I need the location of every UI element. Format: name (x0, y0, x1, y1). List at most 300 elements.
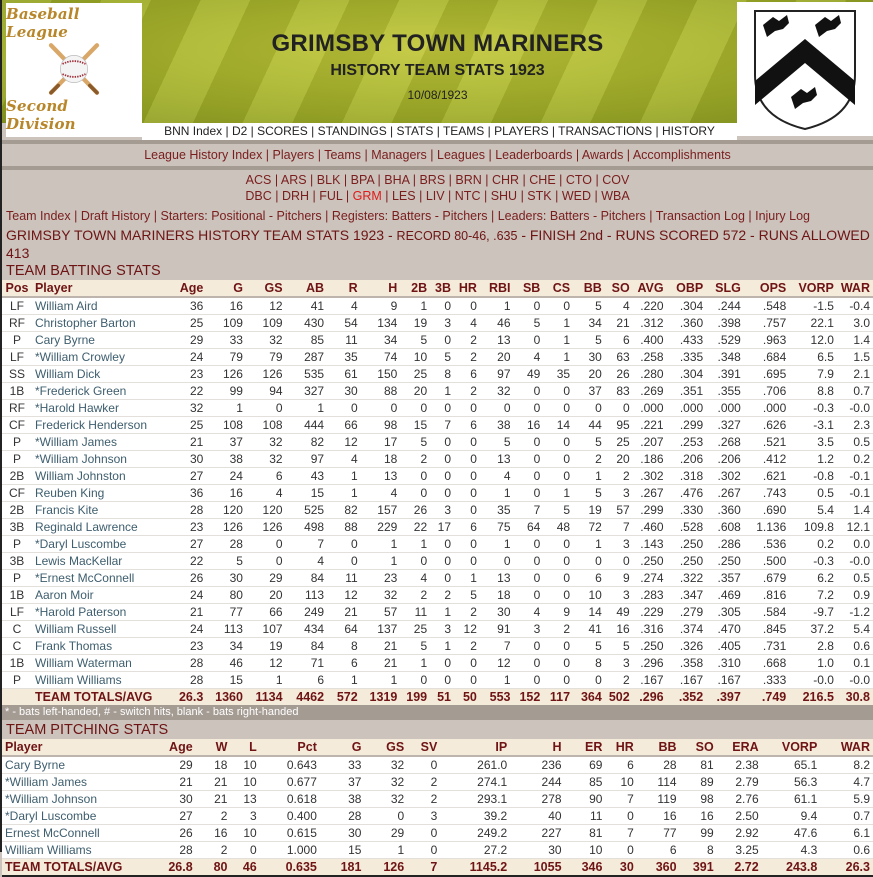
cell-age: 23 (169, 518, 207, 535)
player-name-link[interactable]: *Daryl Luscombe (2, 807, 156, 824)
cell-pos: CF (2, 416, 32, 433)
player-name-link[interactable]: *Frederick Green (32, 382, 169, 399)
cell-obp: .358 (667, 654, 707, 671)
player-name-link[interactable]: Reuben King (32, 484, 169, 501)
player-name-link[interactable]: William Aird (32, 297, 169, 314)
cell-sb: 0 (514, 671, 544, 688)
cell-gs: 32 (246, 331, 286, 348)
column-header-obp[interactable]: OBP (667, 280, 707, 297)
cell-slg: .391 (706, 365, 744, 382)
cell-vorp: 0.2 (789, 535, 837, 552)
cell-ab: 287 (286, 348, 328, 365)
cell-sv: 2 (407, 790, 440, 807)
column-header-hr[interactable]: HR (605, 739, 636, 756)
cell-hr: 0 (454, 450, 480, 467)
column-header-hr[interactable]: HR (454, 280, 480, 297)
subnav-injury-log[interactable]: Injury Log (755, 209, 811, 223)
top-nav-teams[interactable]: TEAMS (442, 124, 485, 138)
top-nav-history[interactable]: HISTORY (661, 124, 715, 138)
cell-sb: 7 (514, 501, 544, 518)
history-nav-league-history-index[interactable]: League History Index (144, 148, 263, 162)
column-header-vorp[interactable]: VORP (789, 280, 837, 297)
history-nav-teams[interactable]: Teams (324, 148, 362, 162)
cell-cs: 2 (543, 620, 573, 637)
cell-avg: .296 (633, 688, 667, 705)
cell-rbi: 13 (480, 331, 514, 348)
cell-ops: .621 (744, 467, 789, 484)
cell-ops: .749 (744, 688, 789, 705)
cell-slg: .529 (706, 331, 744, 348)
cell-l: 10 (230, 756, 259, 773)
cell-war: -0.0 (837, 552, 873, 569)
column-header-w[interactable]: W (196, 739, 231, 756)
column-header-ab[interactable]: AB (286, 280, 328, 297)
cell-h: 278 (510, 790, 564, 807)
cell-obp: .304 (667, 365, 707, 382)
player-name-link[interactable]: William Williams (32, 671, 169, 688)
player-name-link[interactable]: Cary Byrne (2, 756, 156, 773)
cell-obp: .476 (667, 484, 707, 501)
cell-hr: 0 (454, 467, 480, 484)
pitching-section-title: TEAM PITCHING STATS (6, 722, 169, 738)
table-row (2, 433, 873, 450)
table-row (2, 552, 873, 569)
cell-vorp: 4.3 (762, 841, 821, 858)
column-header-cs[interactable]: CS (543, 280, 573, 297)
cell-ip: 39.2 (440, 807, 510, 824)
pitching-header-row (2, 739, 873, 756)
column-header-l[interactable]: L (230, 739, 259, 756)
cell-h: 30 (510, 841, 564, 858)
column-header-age[interactable]: Age (156, 739, 195, 756)
team-link-grm-active[interactable]: GRM (352, 188, 382, 203)
cell-hr: 4 (454, 314, 480, 331)
cell-er: 85 (565, 773, 606, 790)
cell-2b: 25 (400, 620, 430, 637)
team-link-chr[interactable]: CHR (491, 173, 520, 187)
column-header-h[interactable]: H (510, 739, 564, 756)
cell-h: 1319 (361, 688, 401, 705)
cell-hr: 2 (454, 637, 480, 654)
cell-pos: 2B (2, 467, 32, 484)
team-link-drh[interactable]: DRH (281, 188, 310, 203)
player-name-link[interactable]: *Harold Paterson (32, 603, 169, 620)
cell-so: 95 (605, 416, 633, 433)
column-header-war[interactable]: WAR (820, 739, 873, 756)
cell-vorp: 109.8 (789, 518, 837, 535)
player-name-link[interactable]: Lewis MacKellar (32, 552, 169, 569)
cell-avg: .258 (633, 348, 667, 365)
player-name-link[interactable]: *Ernest McConnell (32, 569, 169, 586)
cell-pos: SS (2, 365, 32, 382)
top-nav-d2[interactable]: D2 (231, 124, 248, 138)
column-header-age[interactable]: Age (169, 280, 207, 297)
column-header-pos[interactable]: Pos (2, 280, 32, 297)
column-header-war[interactable]: WAR (837, 280, 873, 297)
cell-age: 25 (169, 416, 207, 433)
table-row (2, 314, 873, 331)
player-name-link[interactable]: *William James (2, 773, 156, 790)
cell-slg: .405 (706, 637, 744, 654)
cell-avg: .296 (633, 654, 667, 671)
cell-obp: .352 (667, 688, 707, 705)
player-name-link[interactable]: William Russell (32, 620, 169, 637)
player-name-link[interactable]: Aaron Moir (32, 586, 169, 603)
column-header-gs[interactable]: GS (364, 739, 407, 756)
team-link-blk[interactable]: BLK (316, 173, 341, 187)
top-nav-players[interactable]: PLAYERS (494, 124, 549, 138)
totals-row (2, 858, 873, 875)
cell-3b: 0 (430, 484, 454, 501)
cell-so: 391 (680, 858, 717, 875)
team-link-acs[interactable]: ACS (245, 173, 272, 187)
cell-slg: .357 (706, 569, 744, 586)
subnav-starters-pitchers[interactable]: Pitchers (276, 209, 322, 223)
cell-era: 2.76 (717, 790, 762, 807)
cell-sb: 0 (514, 331, 544, 348)
cell-so: 3 (605, 654, 633, 671)
cell-war: 6.1 (820, 824, 873, 841)
cell-pos: P (2, 450, 32, 467)
cell-sb: 0 (514, 569, 544, 586)
cell-cs: 0 (543, 382, 573, 399)
cell-pos: P (2, 671, 32, 688)
cell-pos: LF (2, 603, 32, 620)
cell-hr: 0 (605, 807, 636, 824)
subnav-team-index[interactable]: Team Index (6, 209, 71, 223)
column-header-3b[interactable]: 3B (430, 280, 454, 297)
cell-g: 30 (320, 824, 365, 841)
table-row (2, 484, 873, 501)
team-link-les[interactable]: LES (391, 188, 416, 203)
cell-3b: 8 (430, 365, 454, 382)
column-header-ops[interactable]: OPS (744, 280, 789, 297)
cell-h: 18 (361, 450, 401, 467)
team-link-cov[interactable]: COV (602, 173, 630, 187)
cell-pct: 0.635 (260, 858, 320, 875)
cell-war: 0.9 (837, 586, 873, 603)
cell-g: 1 (206, 399, 246, 416)
player-name-link[interactable]: William Williams (2, 841, 156, 858)
cell-vorp: 6.5 (789, 348, 837, 365)
column-header-era[interactable]: ERA (717, 739, 762, 756)
team-link-dbc[interactable]: DBC (245, 188, 272, 203)
column-header-r[interactable]: R (327, 280, 361, 297)
cell-h: 34 (361, 331, 401, 348)
column-header-2b[interactable]: 2B (400, 280, 430, 297)
cell-rbi: 32 (480, 382, 514, 399)
column-header-g[interactable]: G (320, 739, 365, 756)
column-header-pct[interactable]: Pct (260, 739, 320, 756)
cell-rbi: 13 (480, 569, 514, 586)
totals-label: TEAM TOTALS/AVG (32, 688, 169, 705)
cell-bb: 0 (573, 399, 605, 416)
cell-g: 34 (206, 637, 246, 654)
cell-pos: C (2, 620, 32, 637)
cell-avg: .316 (633, 620, 667, 637)
cell-bb: 41 (573, 620, 605, 637)
cell-3b: 3 (430, 314, 454, 331)
cell-war: 4.7 (820, 773, 873, 790)
cell-pct: 1.000 (260, 841, 320, 858)
cell-hr: 6 (454, 365, 480, 382)
cell-war: 0.7 (837, 382, 873, 399)
player-name-link[interactable]: Frank Thomas (32, 637, 169, 654)
team-link-ars[interactable]: ARS (280, 173, 307, 187)
logo-line1: Baseball League (6, 5, 80, 41)
cell-so: 2 (605, 671, 633, 688)
cell-3b: 0 (430, 399, 454, 416)
team-link-che[interactable]: CHE (529, 173, 556, 187)
column-header-so[interactable]: SO (605, 280, 633, 297)
cell-age: 29 (156, 756, 195, 773)
column-header-gs[interactable]: GS (246, 280, 286, 297)
cell-hr: 0 (454, 433, 480, 450)
team-link-ntc[interactable]: NTC (454, 188, 481, 203)
history-nav-leaderboards[interactable]: Leaderboards (495, 148, 573, 162)
cell-slg: .267 (706, 484, 744, 501)
subnav-registers-label: Registers: (331, 209, 389, 223)
cell-vorp: 3.5 (789, 433, 837, 450)
top-nav-stats[interactable]: STATS (396, 124, 434, 138)
cell-rbi: 38 (480, 416, 514, 433)
player-name-link[interactable]: Cary Byrne (32, 331, 169, 348)
cell-pos: 1B (2, 586, 32, 603)
cell-avg: .220 (633, 297, 667, 314)
cell-g: 37 (206, 433, 246, 450)
player-name-link[interactable]: Christopher Barton (32, 314, 169, 331)
top-nav-standings[interactable]: STANDINGS (317, 124, 387, 138)
cell-obp: .433 (667, 331, 707, 348)
player-name-link[interactable]: William Johnston (32, 467, 169, 484)
player-name-link[interactable]: *William Crowley (32, 348, 169, 365)
cell-age: 28 (169, 654, 207, 671)
cell-r: 66 (327, 416, 361, 433)
column-header-slg[interactable]: SLG (706, 280, 744, 297)
cell-gs: 32 (364, 773, 407, 790)
league-logo[interactable] (6, 3, 142, 137)
player-name-link[interactable]: *William James (32, 433, 169, 450)
cell-vorp: 12.0 (789, 331, 837, 348)
team-link-bpa[interactable]: BPA (350, 173, 375, 187)
cell-ab: 444 (286, 416, 328, 433)
player-name-link[interactable]: *William Johnson (2, 790, 156, 807)
column-header-rbi[interactable]: RBI (480, 280, 514, 297)
subnav-starters-positional[interactable]: Positional (211, 209, 266, 223)
cell-r: 4 (327, 297, 361, 314)
column-header-avg[interactable]: AVG (633, 280, 667, 297)
player-name-link[interactable]: William Dick (32, 365, 169, 382)
cell-w: 21 (196, 790, 231, 807)
subnav-leaders-pitchers[interactable]: Pitchers (600, 209, 646, 223)
team-link-ful[interactable]: FUL (319, 188, 343, 203)
cell-h: 236 (510, 756, 564, 773)
cell-h: 227 (510, 824, 564, 841)
cell-3b: 0 (430, 433, 454, 450)
table-row (2, 348, 873, 365)
player-name-link[interactable]: *William Johnson (32, 450, 169, 467)
cell-age: 27 (169, 467, 207, 484)
cell-ab: 434 (286, 620, 328, 637)
cell-obp: .347 (667, 586, 707, 603)
cell-bb: 0 (573, 552, 605, 569)
subnav-draft-history[interactable]: Draft History (80, 209, 151, 223)
cell-cs: 0 (543, 399, 573, 416)
cell-rbi: 553 (480, 688, 514, 705)
cell-bb: 5 (573, 433, 605, 450)
team-link-wba[interactable]: WBA (601, 188, 630, 203)
column-header-sv[interactable]: SV (407, 739, 440, 756)
cell-sv: 2 (407, 773, 440, 790)
cell-war: 2.1 (837, 365, 873, 382)
table-row (2, 569, 873, 586)
column-header-g[interactable]: G (206, 280, 246, 297)
team-crest[interactable] (737, 2, 873, 136)
player-name-link[interactable]: William Waterman (32, 654, 169, 671)
cell-age: 23 (169, 365, 207, 382)
cell-bb: 5 (573, 484, 605, 501)
cell-bb: 28 (637, 756, 680, 773)
table-row (2, 620, 873, 637)
cell-w: 2 (196, 807, 231, 824)
subnav-leaders-batters[interactable]: Batters (549, 209, 590, 223)
table-row (2, 824, 873, 841)
cell-h: 98 (361, 416, 401, 433)
cell-age: 26 (169, 569, 207, 586)
history-nav-managers[interactable]: Managers (371, 148, 427, 162)
team-link-bha[interactable]: BHA (384, 173, 410, 187)
cell-2b: 2 (400, 450, 430, 467)
history-nav-players[interactable]: Players (272, 148, 315, 162)
cell-vorp: -0.8 (789, 467, 837, 484)
cell-era: 2.50 (717, 807, 762, 824)
player-name-link[interactable]: Ernest McConnell (2, 824, 156, 841)
column-header-sb[interactable]: SB (514, 280, 544, 297)
cell-slg: .355 (706, 382, 744, 399)
top-nav-scores[interactable]: SCORES (257, 124, 308, 138)
cell-rbi: 7 (480, 637, 514, 654)
cell-3b: 3 (430, 501, 454, 518)
cell-obp: .304 (667, 297, 707, 314)
player-name-link[interactable]: *Daryl Luscombe (32, 535, 169, 552)
cell-bb: 5 (573, 637, 605, 654)
cell-l: 0 (230, 841, 259, 858)
team-link-shu[interactable]: SHU (490, 188, 518, 203)
cell-avg: .283 (633, 586, 667, 603)
player-name-link[interactable]: *Harold Hawker (32, 399, 169, 416)
column-header-ip[interactable]: IP (440, 739, 510, 756)
cell-vorp: 0.5 (789, 484, 837, 501)
cell-cs: 1 (543, 331, 573, 348)
column-header-er[interactable]: ER (565, 739, 606, 756)
cell-ops: .500 (744, 552, 789, 569)
cell-cs: 0 (543, 297, 573, 314)
column-header-player[interactable]: Player (32, 280, 169, 297)
cell-g: 33 (320, 756, 365, 773)
cell-hr: 0 (454, 654, 480, 671)
cell-bb: 1 (573, 467, 605, 484)
column-header-h[interactable]: H (361, 280, 401, 297)
cell-r: 1 (327, 467, 361, 484)
team-link-cto[interactable]: CTO (565, 173, 593, 187)
column-header-so[interactable]: SO (680, 739, 717, 756)
cell-h: 157 (361, 501, 401, 518)
cell-war: 0.2 (837, 450, 873, 467)
cell-pos: RF (2, 314, 32, 331)
cell-obp: .250 (667, 535, 707, 552)
cell-bb: 30 (573, 348, 605, 365)
team-link-liv[interactable]: LIV (425, 188, 445, 203)
record-line-record: RECORD 80-46, .635 (396, 229, 518, 243)
totals-label: TEAM TOTALS/AVG (2, 858, 156, 875)
cell-cs: 0 (543, 450, 573, 467)
shield-crest-icon (749, 5, 861, 133)
cell-r: 572 (327, 688, 361, 705)
cell-slg: .206 (706, 450, 744, 467)
cell-r: 6 (327, 654, 361, 671)
column-header-bb[interactable]: BB (573, 280, 605, 297)
history-nav-leagues[interactable]: Leagues (437, 148, 485, 162)
team-link-brs[interactable]: BRS (419, 173, 446, 187)
cell-obp: .528 (667, 518, 707, 535)
top-nav-transactions[interactable]: TRANSACTIONS (558, 124, 653, 138)
cell-3b: 0 (430, 297, 454, 314)
cell-ops: 1.136 (744, 518, 789, 535)
cell-hr: 2 (454, 331, 480, 348)
cell-3b: 0 (430, 569, 454, 586)
cell-h: 21 (361, 637, 401, 654)
cell-slg: .302 (706, 467, 744, 484)
logo-line2: Second Division (6, 97, 76, 133)
cell-avg: .400 (633, 331, 667, 348)
cell-cs: 0 (543, 552, 573, 569)
cell-bb: 37 (573, 382, 605, 399)
team-link-brn[interactable]: BRN (455, 173, 482, 187)
page-title: GRIMSBY TOWN MARINERS (271, 30, 604, 57)
cell-2b: 10 (400, 348, 430, 365)
cell-h: 9 (361, 297, 401, 314)
subnav-registers-pitchers[interactable]: Pitchers (442, 209, 488, 223)
record-line-title: GRIMSBY TOWN MARINERS HISTORY TEAM STATS 1923 - (6, 227, 397, 243)
player-name-link[interactable]: Reginald Lawrence (32, 518, 169, 535)
column-header-vorp[interactable]: VORP (762, 739, 821, 756)
cell-age: 24 (169, 348, 207, 365)
cell-sb: 0 (514, 654, 544, 671)
cell-l: 13 (230, 790, 259, 807)
cell-vorp: 1.0 (789, 654, 837, 671)
cell-r: 88 (327, 518, 361, 535)
column-header-player[interactable]: Player (2, 739, 156, 756)
top-nav-bnn-index[interactable]: BNN Index (164, 124, 223, 138)
history-nav-accomplishments[interactable]: Accomplishments (632, 148, 731, 162)
subnav-registers-batters[interactable]: Batters (391, 209, 432, 223)
cell-avg: .143 (633, 535, 667, 552)
cell-cs: 35 (543, 365, 573, 382)
subnav-transaction-log[interactable]: Transaction Log (655, 209, 745, 223)
table-row (2, 807, 873, 824)
history-nav-awards[interactable]: Awards (581, 148, 624, 162)
cell-hr: 2 (454, 348, 480, 365)
team-link-stk[interactable]: STK (527, 188, 552, 203)
cell-war: 0.0 (837, 535, 873, 552)
team-link-wed[interactable]: WED (561, 188, 591, 203)
column-header-bb[interactable]: BB (637, 739, 680, 756)
cell-gs: 32 (246, 433, 286, 450)
player-name-link[interactable]: Francis Kite (32, 501, 169, 518)
cell-obp: .374 (667, 620, 707, 637)
player-name-link[interactable]: Frederick Henderson (32, 416, 169, 433)
record-line-rest: - FINISH 2nd - RUNS SCORED 572 - RUNS ALLOWED 413 (6, 227, 870, 261)
